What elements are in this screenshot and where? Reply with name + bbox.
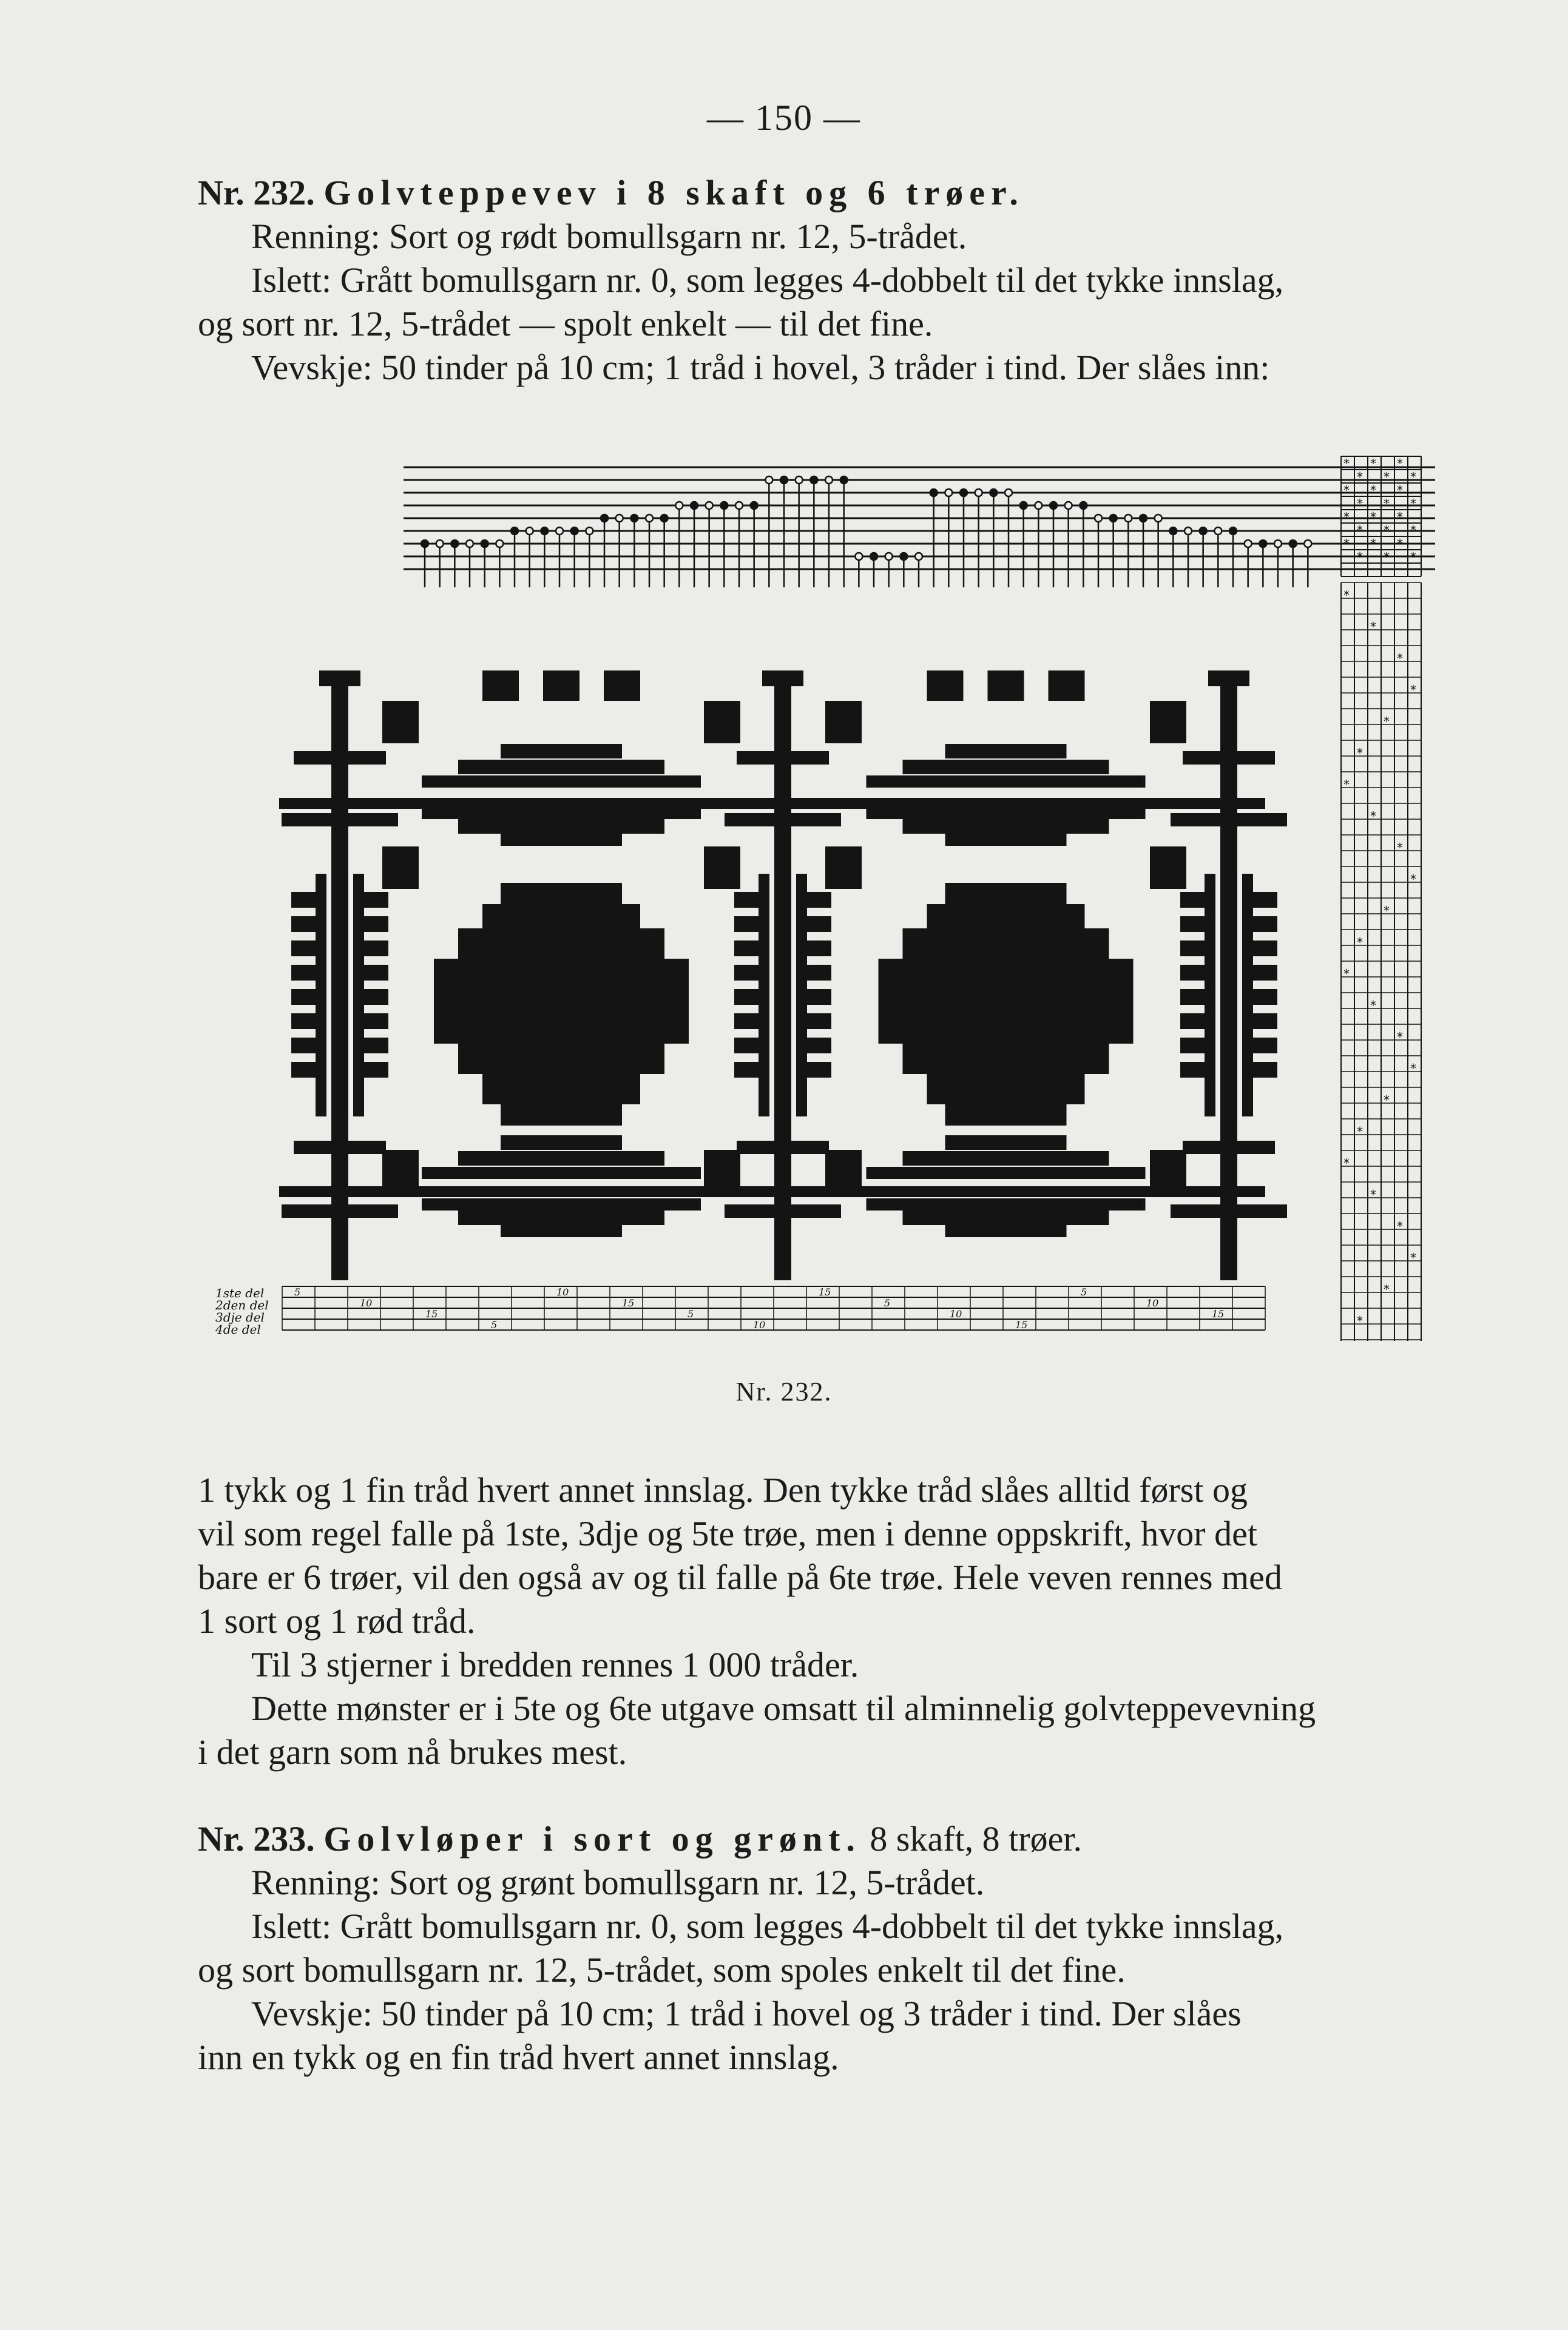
heddle-dot (825, 476, 833, 484)
tieup-mark: * (1370, 536, 1376, 551)
count-label: 15 (1212, 1308, 1225, 1320)
pattern-cross (1171, 1204, 1287, 1218)
pattern-lens (945, 834, 1067, 846)
recipe-233-title: Golvløper i sort og grønt. (323, 1819, 861, 1859)
pattern-lens (945, 744, 1067, 758)
tieup-mark: * (1357, 470, 1363, 484)
pattern-horizontal-bar (279, 1186, 1265, 1197)
tieup-mark: * (1397, 536, 1403, 551)
recipe-233-title-tail: 8 skaft, 8 trøer. (870, 1819, 1082, 1859)
treadling-mark: * (1370, 620, 1376, 634)
heddle-dot (616, 515, 623, 522)
pattern-lens (867, 807, 1146, 819)
treadling-mark: * (1397, 1030, 1403, 1044)
recipe-232-notes (198, 1468, 1447, 1774)
pattern-cross (294, 1141, 386, 1154)
pattern-lens (867, 1167, 1146, 1179)
pattern-square (382, 701, 419, 743)
tieup-mark: * (1370, 510, 1376, 524)
treadling-mark: * (1343, 777, 1350, 792)
pattern-cross (1183, 751, 1275, 765)
count-label: 10 (950, 1308, 962, 1320)
heddle-dot (930, 489, 938, 496)
heddle-dot (1065, 502, 1072, 509)
treadling-mark: * (1397, 840, 1403, 855)
notes-line-7: i det garn som nå brukes mest. (198, 1732, 627, 1772)
heddle-dot (1229, 527, 1237, 535)
heddle-dot (436, 540, 444, 547)
tieup-mark: * (1397, 456, 1403, 471)
treadling-mark: * (1410, 1061, 1416, 1076)
pattern-square (704, 1150, 740, 1192)
heddle-dot (975, 489, 982, 496)
pattern-lens (945, 1225, 1067, 1237)
pattern-lens (501, 1225, 622, 1237)
row-label: 4de del (215, 1322, 261, 1337)
row-label: 2den del (215, 1298, 269, 1312)
treadling-mark: * (1410, 1251, 1416, 1265)
tieup-mark: * (1357, 496, 1363, 511)
heddle-dot (1124, 515, 1132, 522)
pattern-rail (1242, 874, 1253, 1116)
count-label: 15 (622, 1297, 635, 1309)
pattern-lens (422, 807, 701, 819)
heddle-dot (796, 476, 803, 484)
pattern-top-block (1049, 670, 1085, 701)
count-label: 5 (491, 1319, 498, 1331)
pattern-lens (501, 1135, 622, 1150)
pattern-cross (294, 751, 386, 765)
treadling-mark: * (1370, 998, 1376, 1013)
count-label: 10 (1146, 1297, 1159, 1309)
recipe-232-number: Nr. 232. (198, 173, 315, 212)
tieup-mark: * (1397, 510, 1403, 524)
heddle-dot (945, 489, 952, 496)
notes-line-1: 1 tykk og 1 fin tråd hvert annet innslag. Den tykke tråd slåes alltid først og (198, 1470, 1248, 1510)
heddle-dot (1080, 502, 1087, 509)
pattern-top-block (604, 670, 640, 701)
notes-line-2: vil som regel falle på 1ste, 3dje og 5te trøe, men i denne oppskrift, hvor det (198, 1514, 1257, 1553)
pattern-medallion (879, 959, 1134, 1044)
recipe-233-warp: Renning: Sort og grønt bomullsgarn nr. 12, 5-trådet. (251, 1863, 985, 1902)
heddle-dot (900, 553, 907, 560)
pattern-top-block (543, 670, 580, 701)
pattern-cross (737, 1141, 829, 1154)
heddle-dot (1155, 515, 1162, 522)
tieup-mark: * (1410, 550, 1416, 564)
heddle-dot (526, 527, 533, 535)
recipe-232-title: Golvteppevev i 8 skaft og 6 trøer. (323, 173, 1024, 212)
heddle-dot (1289, 540, 1297, 547)
count-strip (282, 1286, 1265, 1331)
pattern-lens (458, 1211, 664, 1225)
heddle-dot (571, 527, 578, 535)
heddle-dot (840, 476, 848, 484)
pattern-square (1150, 846, 1186, 889)
heddle-dot (451, 540, 458, 547)
row-label: 1ste del (215, 1286, 265, 1300)
count-label: 15 (425, 1308, 438, 1320)
heddle-dot (810, 476, 817, 484)
pattern-lens (458, 1151, 664, 1166)
heddle-dot (855, 553, 862, 560)
treadling-mark: * (1343, 967, 1350, 981)
heddle-dot (1140, 515, 1147, 522)
treadling-mark: * (1370, 809, 1376, 823)
figure-caption: Nr. 232. (735, 1377, 833, 1406)
count-label: 5 (884, 1297, 891, 1309)
tieup-mark: * (1343, 456, 1350, 471)
heddle-dot (1184, 527, 1192, 535)
pattern-square (825, 1150, 862, 1192)
pattern-rail (316, 874, 326, 1116)
count-label: 15 (819, 1286, 831, 1298)
treadling-mark: * (1397, 1219, 1403, 1234)
treadling-mark: * (1397, 651, 1403, 666)
heddle-dot (511, 527, 518, 535)
heddle-dot (1095, 515, 1102, 522)
pattern-lens (422, 1198, 701, 1211)
tieup-mark: * (1370, 456, 1376, 471)
heddle-dot (1274, 540, 1282, 547)
notes-line-3: bare er 6 trøer, vil den også av og til falle på 6te trøe. Hele veven rennes med (198, 1558, 1282, 1597)
tieup-mark: * (1397, 483, 1403, 498)
treadling-mark: * (1357, 746, 1363, 760)
pattern-cross (737, 751, 829, 765)
pattern-rail (1205, 874, 1215, 1116)
heddle-dot (1245, 540, 1252, 547)
pattern-square (704, 846, 740, 889)
pattern-lens (458, 760, 664, 774)
heddle-dot (601, 515, 608, 522)
tieup-mark: * (1357, 523, 1363, 538)
heddle-dot (960, 489, 967, 496)
pattern-cross (1171, 813, 1287, 826)
treadling-mark: * (1357, 1124, 1363, 1139)
recipe-233-number: Nr. 233. (198, 1819, 315, 1859)
pattern-lens (501, 744, 622, 758)
recipe-233 (198, 1817, 1447, 2079)
pattern-top-block (927, 670, 964, 701)
pattern-cross (1183, 1141, 1275, 1154)
heddle-dot (1110, 515, 1117, 522)
heddle-dot (466, 540, 473, 547)
heddle-dot (780, 476, 788, 484)
pattern-lens (458, 819, 664, 834)
recipe-233-heading (198, 1817, 1447, 1861)
heddle-dot (1259, 540, 1266, 547)
pattern-square (704, 701, 740, 743)
treadling-mark: * (1384, 1282, 1390, 1297)
pattern-medallion (434, 959, 689, 1044)
treadling-mark: * (1370, 1187, 1376, 1202)
count-label: 5 (294, 1286, 301, 1298)
treadling-mark: * (1343, 1156, 1350, 1170)
heddle-dot (1169, 527, 1177, 535)
treadling-mark: * (1410, 683, 1416, 697)
heddle-dot (556, 527, 563, 535)
pattern-lens (903, 819, 1109, 834)
count-label: 15 (1015, 1319, 1028, 1331)
count-label: 10 (753, 1319, 766, 1331)
heddle-dot (735, 502, 743, 509)
pattern-square (825, 701, 862, 743)
pattern-square (1150, 701, 1186, 743)
tieup-mark: * (1410, 523, 1416, 538)
tieup-mark: * (1384, 470, 1390, 484)
pattern-top-block (988, 670, 1024, 701)
treadling-draft (1341, 582, 1421, 1341)
treadling-mark: * (1343, 588, 1350, 603)
page-number: — 150 — (707, 98, 861, 138)
recipe-232-weft-cont: og sort nr. 12, 5-trådet — spolt enkelt — til det fine. (198, 304, 933, 343)
pattern-lens (422, 1167, 701, 1179)
heddle-dot (870, 553, 877, 560)
heddle-dot (661, 515, 668, 522)
heddle-dot (675, 502, 683, 509)
count-label: 10 (556, 1286, 569, 1298)
pattern-lens (903, 1151, 1109, 1166)
row-label: 3dje del (215, 1310, 265, 1325)
treadling-mark: * (1384, 714, 1390, 729)
notes-line-6: Dette mønster er i 5te og 6te utgave omsatt til alminnelig golvteppevevning (251, 1689, 1316, 1728)
pattern-square (825, 846, 862, 889)
heddle-dot (765, 476, 772, 484)
notes-line-4: 1 sort og 1 rød tråd. (198, 1601, 476, 1641)
pattern-drawdown (279, 670, 1287, 1280)
treadling-mark: * (1384, 1093, 1390, 1107)
pattern-lens (422, 775, 701, 788)
pattern-lens (501, 834, 622, 846)
pattern-lens (867, 1198, 1146, 1211)
heddle-dot (915, 553, 922, 560)
heddle-dot (541, 527, 548, 535)
pattern-cross (282, 813, 398, 826)
pattern-square (382, 1150, 419, 1192)
threading-draft (404, 467, 1435, 587)
pattern-lens (867, 775, 1146, 788)
heddle-dot (1304, 540, 1311, 547)
recipe-233-reed-cont: inn en tykk og en fin tråd hvert annet innslag. (198, 2038, 839, 2077)
tieup-mark: * (1410, 470, 1416, 484)
tieup-mark: * (1357, 550, 1363, 564)
heddle-dot (720, 502, 728, 509)
tie-up-grid (1341, 456, 1421, 576)
tieup-mark: * (1370, 483, 1376, 498)
heddle-dot (1005, 489, 1012, 496)
tieup-mark: * (1343, 483, 1350, 498)
pattern-cross (725, 813, 841, 826)
heddle-dot (630, 515, 638, 522)
tieup-mark: * (1384, 523, 1390, 538)
recipe-232-weft: Islett: Grått bomullsgarn nr. 0, som legges 4-dobbelt til det tykke innslag, (251, 260, 1284, 300)
treadling-mark: * (1357, 935, 1363, 950)
pattern-lens (903, 760, 1109, 774)
recipe-232-reed: Vevskje: 50 tinder på 10 cm; 1 tråd i hovel, 3 tråder i tind. Der slåes inn: (251, 348, 1270, 387)
pattern-square (1150, 1150, 1186, 1192)
pattern-rail (353, 874, 364, 1116)
pattern-square (382, 846, 419, 889)
heddle-dot (1035, 502, 1042, 509)
heddle-dot (1050, 502, 1057, 509)
heddle-dot (1214, 527, 1222, 535)
pattern-rail (796, 874, 807, 1116)
recipe-233-weft: Islett: Grått bomullsgarn nr. 0, som legges 4-dobbelt til det tykke innslag, (251, 1906, 1284, 1946)
recipe-233-weft-cont: og sort bomullsgarn nr. 12, 5-trådet, som spoles enkelt til det fine. (198, 1950, 1126, 1990)
recipe-232-warp: Renning: Sort og rødt bomullsgarn nr. 12, 5-trådet. (251, 217, 967, 256)
heddle-dot (646, 515, 653, 522)
row-labels (215, 1286, 269, 1337)
heddle-dot (1200, 527, 1207, 535)
tieup-mark: * (1343, 510, 1350, 524)
heddle-dot (481, 540, 488, 547)
heddle-dot (1020, 502, 1027, 509)
treadling-mark: * (1384, 903, 1390, 918)
count-label: 5 (1081, 1286, 1087, 1298)
heddle-dot (885, 553, 893, 560)
tieup-mark: * (1343, 536, 1350, 551)
pattern-cross (725, 1204, 841, 1218)
count-label: 10 (360, 1297, 373, 1309)
pattern-top-block (482, 670, 519, 701)
treadling-mark: * (1410, 872, 1416, 886)
tieup-mark: * (1384, 496, 1390, 511)
heddle-dot (751, 502, 758, 509)
pattern-cross (282, 1204, 398, 1218)
notes-line-5: Til 3 stjerner i bredden rennes 1 000 tråder. (251, 1645, 859, 1684)
recipe-233-reed: Vevskje: 50 tinder på 10 cm; 1 tråd i hovel og 3 tråder i tind. Der slåes (251, 1994, 1242, 2033)
tieup-mark: * (1384, 550, 1390, 564)
pattern-rail (759, 874, 769, 1116)
heddle-dot (586, 527, 593, 535)
heddle-dot (691, 502, 698, 509)
heddle-dot (421, 540, 428, 547)
heddle-dot (706, 502, 713, 509)
tieup-mark: * (1410, 496, 1416, 511)
treadling-mark: * (1357, 1314, 1363, 1328)
pattern-lens (945, 1135, 1067, 1150)
count-label: 5 (688, 1308, 694, 1320)
heddle-dot (990, 489, 997, 496)
heddle-dot (496, 540, 503, 547)
pattern-lens (903, 1211, 1109, 1225)
